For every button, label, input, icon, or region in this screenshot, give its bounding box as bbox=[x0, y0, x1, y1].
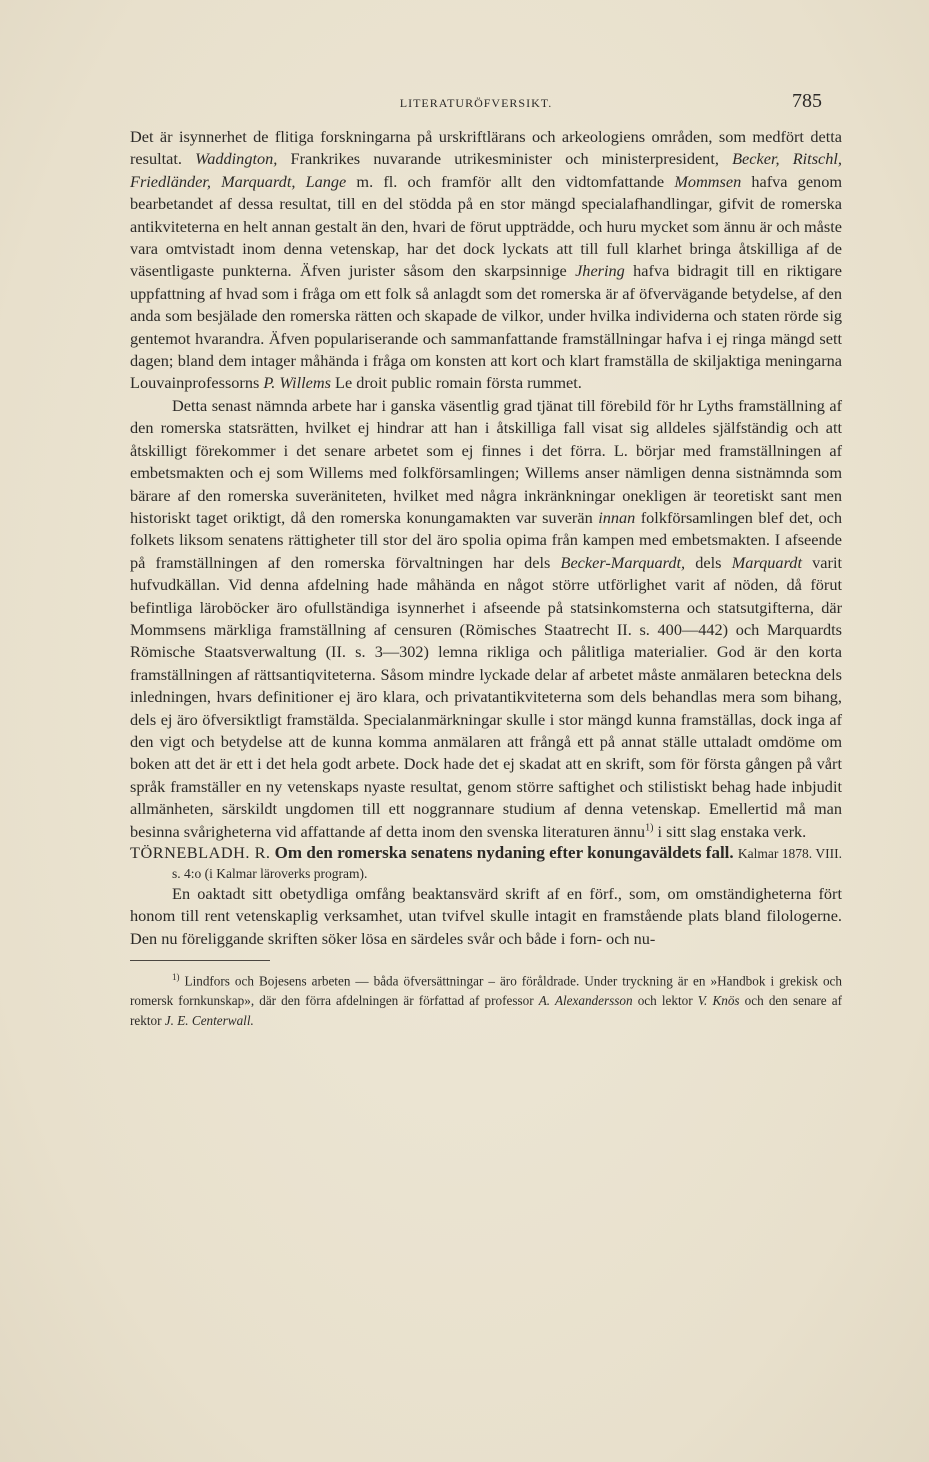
text-run: Le droit public romain första rummet. bbox=[330, 373, 582, 393]
text-run: hafva bidragit till en riktigare uppfattning af hvad som i fråga om ett folk så anlagdt som det romerska är af öfvervägande betydelse, af den anda som besjälade den romerska rätten och skapade de vilkor, under hvilka individerna och staten rörde sig gentemot hvarandra. Äfven populariserande och sammanfattande framställningar hafva i ej ringa mängd sett dagen; bland dem intager måhända i fråga om konsten att kort och klart framställa de skiljaktiga meningarna Louvainprofessorns bbox=[130, 261, 842, 393]
page-number: 785 bbox=[792, 90, 822, 112]
text-run: och lektor bbox=[632, 993, 698, 1009]
text-run: varit hufvudkällan. Vid denna afdelning hade måhända en något större utförlighet varit af nöden, då förut befintliga läroböcker äro ofullständiga isynnerhet i afseende på statsinkomsterna och statsutgifterna, där Mommsens märkliga framställning af censuren (Römisches Staatrecht II. s. 400—442) och Marquardts Römische Staatsverwaltung (II. s. 3—302) lemna rikliga och pålitliga materialier. God är den korta framställningen af rättsantiqviteterna. Såsom mindre lyckade delar af arbetet måste anmälaren beteckna dels inledningen, hvars definitioner ej äro klara, och privatantikviteterna som dels behandlas mera som bihang, dels ej äro öfversiktligt framstäldа. Specialanmärkningar skulle i stor mängd kunna framställas, dock inga af den vigt och betydelse att de kunna komma anmälaren att frångå ett på annat ställe uttaladt omdöme om boken att det är ett i det hela godt arbete. Dock hade det ej skadat att en skrift, som för första gången på vårt språk framställer en ny vetenskaps nyaste resultat, genom större saftighet och stilistiskt behag hade inbjudit allmänheten, särskildt ungdomen till ett noggrannare studium af denna vetenskap. Emellertid må man besinna svårigheterna vid affattande af detta inom den svenska literaturen ännu bbox=[130, 552, 843, 841]
article-body bbox=[130, 126, 842, 1030]
footnote bbox=[130, 968, 842, 1030]
text-run: m. fl. och framför allt den vidtomfattande bbox=[346, 171, 675, 191]
text-run: dels bbox=[685, 552, 732, 572]
review-meta: Kalmar 1878. VIII. s. 4:o (i Kalmar läroverks program). bbox=[172, 846, 842, 881]
person-name: V. Knös bbox=[697, 993, 740, 1009]
paragraph-3: En oaktadt sitt obetydliga omfång beaktansvärd skrift af en förf., som, om omständigheterna fört honom till rent vetenskaplig verksamhet, utan tvifvel skulle intagit en framstående plats bland filologerne. Den nu föreliggande skriften söker lösa en särdeles svår och både i forn- och nu- bbox=[130, 884, 842, 948]
author-name: Jhering bbox=[575, 261, 625, 281]
review-heading bbox=[130, 843, 842, 883]
text-run: Detta senast nämnda arbete har i ganska väsentlig grad tjänat till förebild för hr Lyths framställning af den romerska statsrätten, hvilket ej hindrar att han i åtskilliga fall visat sig alldeles själfständig och att åtskilligt förekommer i det senare arbetet som ej finnes i det förra. L. börjar med framställningen af embetsmakten och ej som Willems med folkförsamlingen; Willems anser nämligen denna sistnämnda som bärare af den romerska suveräniteten, hvilket med några inkränkningar onekligen är teoretiskt sant men historiskt taget oriktigt, då den romerska konungamakten var suverän bbox=[130, 395, 842, 527]
person-name: J. E. Centerwall. bbox=[164, 1012, 254, 1028]
running-title: LITERATURÖFVERSIKT. bbox=[399, 96, 553, 110]
author-name: Becker-Marquardt, bbox=[560, 552, 686, 572]
text-run: i sitt slag enstaka verk. bbox=[653, 821, 807, 841]
paragraph-1 bbox=[130, 126, 842, 395]
text-run: Lindfors och Bojesens arbeten — båda öfversättningar – äro föråldrade. Under tryckning är en »Handbok i grekisk och romersk fornkunskap», där den förra afdelningen är författad af professor bbox=[130, 973, 842, 1009]
text-run: Frankrikes nuvarande utrikesminister och ministerpresident, bbox=[277, 149, 733, 169]
author-name: Mommsen bbox=[674, 171, 742, 191]
text-run: folkförsamlingen blef det, och folkets liksom senatens rättigheter till stor del äro spolia opima från kampen med embetsmakten. I afseende på framställningen af den romerska förvaltningen har dels bbox=[130, 507, 842, 572]
review-author: TÖRNEBLADH. R. bbox=[130, 843, 271, 862]
page-header bbox=[130, 90, 822, 116]
footnote-reference[interactable]: 1) bbox=[645, 822, 654, 834]
review-title: Om den romerska senatens nydaning efter konungaväldets fall. bbox=[274, 843, 734, 862]
footnote-mark: 1) bbox=[172, 972, 180, 983]
author-name: Marquardt bbox=[731, 552, 802, 572]
author-name: P. Willems bbox=[263, 373, 331, 393]
text-run: Det är isynnerhet de flitiga forskningarna på urskriftlärans och arkeologiens områden, som medfört detta resultat. bbox=[130, 127, 842, 169]
paragraph-2 bbox=[130, 395, 842, 843]
author-name: Waddington, bbox=[195, 149, 278, 169]
text-run: hafva genom bearbetandet af dessa resultat, till en del stödda på en stor mängd specialafhandlingar, gifvit de romerska antikviteterna en helt annan gestalt än den, hvari de förut uppträdde, och huru mycket som ännu är och måste vara omtvistadt inom denna vetenskap, har det dock lyckats att till full klarhet bringa åtskilliga af de väsentligaste punkterna. Äfven jurister såsom den skarpsinnige bbox=[130, 171, 842, 281]
person-name: A. Alexandersson bbox=[538, 993, 633, 1009]
text-run: och den senare af rektor bbox=[130, 993, 842, 1028]
author-names: Becker, Ritschl, Friedländer, Marquardt, Lange bbox=[130, 149, 843, 191]
emphasis: innan bbox=[598, 507, 636, 527]
footnote-rule bbox=[130, 960, 270, 961]
